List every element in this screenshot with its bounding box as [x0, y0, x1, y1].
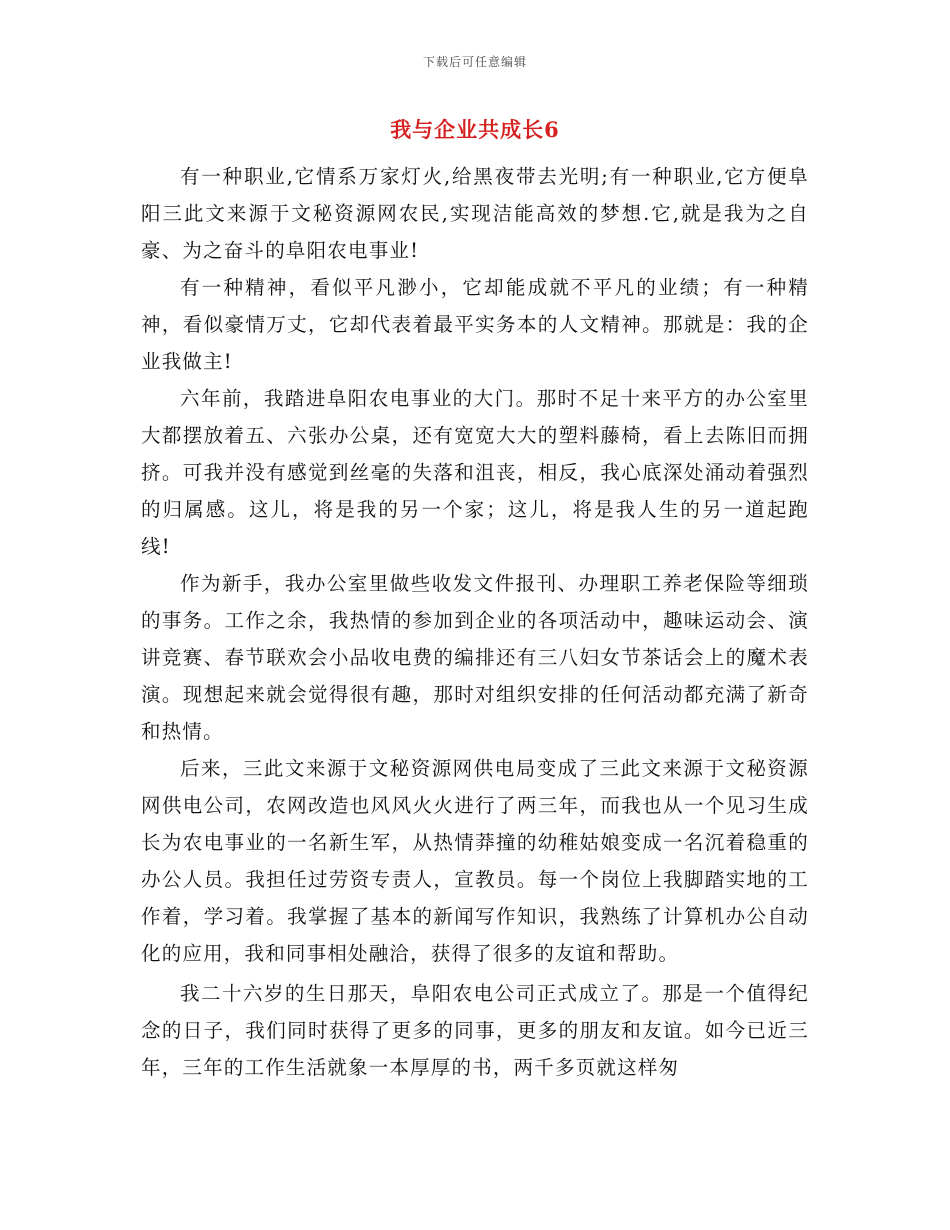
paragraph-2: 有一种精神，看似平凡渺小，它却能成就不平凡的业绩；有一种精神，看似豪情万丈，它却代表着最平实务本的人文精神。那就是：我的企业我做主! — [141, 276, 809, 373]
paragraph-1: 有一种职业,它情系万家灯火,给黑夜带去光明;有一种职业,它方便阜阳三此文来源于文秘资源网农民,实现洁能高效的梦想.它,就是我为之自豪、为之奋斗的阜阳农电事业! — [141, 165, 809, 262]
paragraph-3: 六年前，我踏进阜阳农电事业的大门。那时不足十来平方的办公室里大都摆放着五、六张办公桌，还有宽宽大大的塑料藤椅，看上去陈旧而拥挤。可我并没有感觉到丝毫的失落和沮丧，相反，我心底深处涌动着强烈的归属感。这儿，将是我的另一个家；这儿，将是我人生的另一道起跑线! — [141, 387, 809, 558]
paragraph-5: 后来，三此文来源于文秘资源网供电局变成了三此文来源于文秘资源网供电公司，农网改造也风风火火进行了两三年，而我也从一个见习生成长为农电事业的一名新生军，从热情莽撞的幼稚姑娘变成一名沉着稳重的办公人员。我担任过劳资专责人，宣教员。每一个岗位上我脚踏实地的工作着，学习着。我掌握了基本的新闻写作知识，我熟练了计算机办公自动化的应用，我和同事相处融洽，获得了很多的友谊和帮助。 — [141, 757, 809, 965]
paragraph-6: 我二十六岁的生日那天，阜阳农电公司正式成立了。那是一个值得纪念的日子，我们同时获得了更多的同事，更多的朋友和友谊。如今已近三年，三年的工作生活就象一本厚厚的书，两千多页就这样匆 — [141, 982, 809, 1079]
document-body — [141, 158, 809, 1086]
document-title: 我与企业共成长6 — [390, 117, 560, 142]
header-note: 下载后可任意编辑 — [422, 55, 527, 69]
paragraph-4: 作为新手，我办公室里做些收发文件报刊、办理职工养老保险等细琐的事务。工作之余，我热情的参加到企业的各项活动中，趣味运动会、演讲竞赛、春节联欢会小品收电费的编排还有三八妇女节茶话会上的魔术表演。现想起来就会觉得很有趣，那时对组织安排的任何活动都充满了新奇和热情。 — [141, 572, 809, 743]
